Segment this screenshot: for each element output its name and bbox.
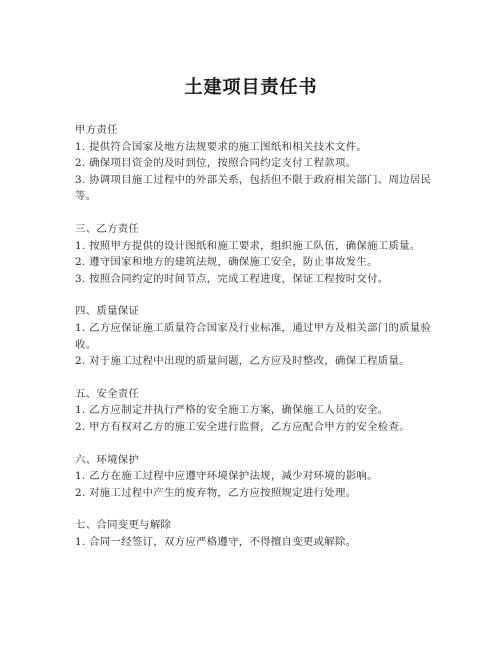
section-heading: 七、合同变更与解除 (75, 519, 172, 532)
section-environment (75, 452, 440, 502)
list-item: 1. 按照甲方提供的设计图纸和施工要求，组织施工队伍，确保施工质量。 (75, 239, 421, 252)
page-title: 土建项目责任书 (184, 77, 318, 98)
section-quality (75, 303, 440, 369)
list-item: 2. 确保项目资金的及时到位，按照合同约定支付工程款项。 (75, 157, 357, 170)
section-heading: 甲方责任 (75, 124, 118, 136)
document-body (75, 122, 440, 566)
list-item: 3. 按照合同约定的时间节点，完成工程进度，保证工程按时交付。 (75, 272, 389, 285)
section-contract-change (75, 517, 440, 550)
section-party-b (75, 221, 440, 287)
list-item: 2. 对于施工过程中出现的质量问题，乙方应及时整改，确保工程质量。 (75, 355, 410, 368)
section-safety (75, 386, 440, 436)
section-heading: 六、环境保护 (75, 453, 140, 466)
list-item: 2. 遵守国家和地方的建筑法规，确保施工安全，防止事故发生。 (75, 256, 378, 269)
list-item: 1. 乙方在施工过程中应遵守环境保护法规，减少对环境的影响。 (75, 470, 378, 483)
section-heading: 五、安全责任 (75, 387, 140, 400)
list-item: 3. 协调项目施工过程中的外部关系，包括但不限于政府相关部门、周边居民等。 (75, 173, 432, 203)
list-item: 1. 合同一经签订，双方应严格遵守，不得擅自变更或解除。 (75, 535, 357, 548)
list-item: 2. 甲方有权对乙方的施工安全进行监督，乙方应配合甲方的安全检查。 (75, 420, 410, 433)
section-party-a (75, 122, 440, 205)
list-item: 1. 乙方应制定并执行严格的安全施工方案，确保施工人员的安全。 (75, 404, 389, 417)
list-item: 1. 乙方应保证施工质量符合国家及行业标准，通过甲方及相关部门的质量验收。 (75, 321, 432, 351)
section-heading: 四、质量保证 (75, 305, 140, 318)
section-heading: 三、乙方责任 (75, 222, 140, 235)
list-item: 1. 提供符合国家及地方法规要求的施工图纸和相关技术文件。 (75, 140, 368, 153)
list-item: 2. 对施工过程中产生的废弃物，乙方应按照规定进行处理。 (75, 486, 357, 499)
